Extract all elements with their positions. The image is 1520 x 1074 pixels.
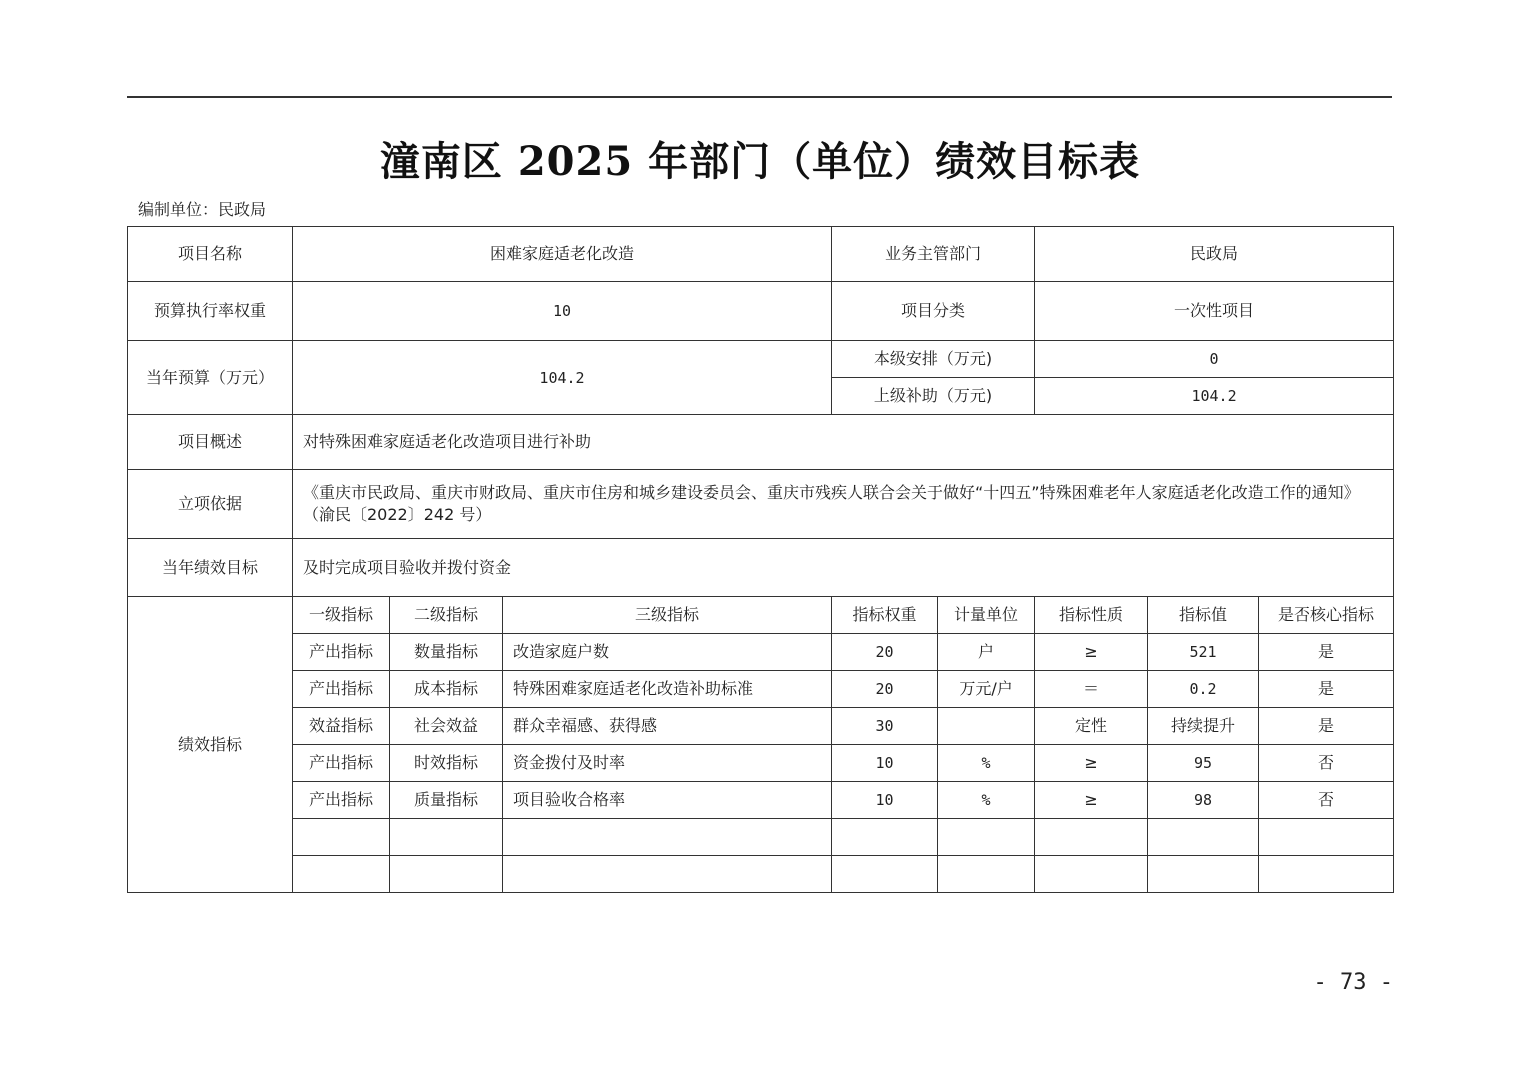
header-nature: 指标性质 bbox=[1035, 597, 1148, 634]
indicator-level2: 成本指标 bbox=[390, 671, 503, 708]
empty-cell bbox=[1148, 819, 1259, 856]
indicators-section-label: 绩效指标 bbox=[128, 597, 293, 893]
empty-indicator-row bbox=[128, 856, 1394, 893]
page-title: 潼南区 2025 年部门（单位）绩效目标表 bbox=[379, 138, 1141, 185]
row-weight bbox=[128, 282, 1394, 341]
indicator-level2: 数量指标 bbox=[390, 634, 503, 671]
indicator-core: 是 bbox=[1259, 708, 1394, 745]
dept-label: 业务主管部门 bbox=[832, 227, 1035, 282]
weight-label: 预算执行率权重 bbox=[128, 282, 293, 341]
dept-value: 民政局 bbox=[1035, 227, 1394, 282]
indicator-nature: ≥ bbox=[1035, 745, 1148, 782]
empty-cell bbox=[1148, 856, 1259, 893]
indicator-nature: 定性 bbox=[1035, 708, 1148, 745]
indicator-level1: 产出指标 bbox=[293, 782, 390, 819]
empty-cell bbox=[293, 819, 390, 856]
empty-cell bbox=[390, 819, 503, 856]
indicator-row bbox=[128, 782, 1394, 819]
indicator-level3: 群众幸福感、获得感 bbox=[503, 708, 832, 745]
indicator-row bbox=[128, 745, 1394, 782]
empty-cell bbox=[832, 819, 938, 856]
indicator-weight: 30 bbox=[832, 708, 938, 745]
indicator-row bbox=[128, 708, 1394, 745]
indicator-core: 否 bbox=[1259, 782, 1394, 819]
empty-cell bbox=[390, 856, 503, 893]
header-level1: 一级指标 bbox=[293, 597, 390, 634]
indicator-weight: 10 bbox=[832, 782, 938, 819]
org-label: 编制单位：民政局 bbox=[138, 200, 267, 219]
category-label: 项目分类 bbox=[832, 282, 1035, 341]
upper-value: 104.2 bbox=[1035, 378, 1394, 415]
project-name-label: 项目名称 bbox=[128, 227, 293, 282]
goal-label: 当年绩效目标 bbox=[128, 539, 293, 597]
indicator-level3: 资金拨付及时率 bbox=[503, 745, 832, 782]
indicator-level3: 特殊困难家庭适老化改造补助标准 bbox=[503, 671, 832, 708]
header-weight: 指标权重 bbox=[832, 597, 938, 634]
empty-indicator-row bbox=[128, 819, 1394, 856]
header-level2: 二级指标 bbox=[390, 597, 503, 634]
overview-value: 对特殊困难家庭适老化改造项目进行补助 bbox=[293, 415, 1394, 470]
indicator-weight: 10 bbox=[832, 745, 938, 782]
page-number: - 73 - bbox=[1313, 970, 1393, 995]
indicator-level3: 改造家庭户数 bbox=[503, 634, 832, 671]
category-value: 一次性项目 bbox=[1035, 282, 1394, 341]
empty-cell bbox=[1035, 819, 1148, 856]
row-basis bbox=[128, 470, 1394, 539]
indicator-unit: 户 bbox=[938, 634, 1035, 671]
indicator-row bbox=[128, 671, 1394, 708]
empty-cell bbox=[938, 856, 1035, 893]
row-overview bbox=[128, 415, 1394, 470]
indicator-level2: 时效指标 bbox=[390, 745, 503, 782]
row-goal bbox=[128, 539, 1394, 597]
empty-cell bbox=[1259, 819, 1394, 856]
weight-value: 10 bbox=[293, 282, 832, 341]
indicator-nature: ＝ bbox=[1035, 671, 1148, 708]
indicator-unit: % bbox=[938, 745, 1035, 782]
basis-label: 立项依据 bbox=[128, 470, 293, 539]
overview-label: 项目概述 bbox=[128, 415, 293, 470]
indicator-value: 98 bbox=[1148, 782, 1259, 819]
empty-cell bbox=[503, 819, 832, 856]
indicator-unit: 万元/户 bbox=[938, 671, 1035, 708]
indicator-level2: 质量指标 bbox=[390, 782, 503, 819]
indicator-weight: 20 bbox=[832, 634, 938, 671]
header-core: 是否核心指标 bbox=[1259, 597, 1394, 634]
indicator-row bbox=[128, 634, 1394, 671]
indicator-nature: ≥ bbox=[1035, 782, 1148, 819]
indicator-level1: 效益指标 bbox=[293, 708, 390, 745]
budget-value: 104.2 bbox=[293, 341, 832, 415]
goal-value: 及时完成项目验收并拨付资金 bbox=[293, 539, 1394, 597]
indicator-level1: 产出指标 bbox=[293, 745, 390, 782]
row-project-name bbox=[128, 227, 1394, 282]
header-unit: 计量单位 bbox=[938, 597, 1035, 634]
row-budget-local bbox=[128, 341, 1394, 378]
empty-cell bbox=[832, 856, 938, 893]
empty-cell bbox=[293, 856, 390, 893]
local-label: 本级安排（万元) bbox=[832, 341, 1035, 378]
header-level3: 三级指标 bbox=[503, 597, 832, 634]
indicator-level1: 产出指标 bbox=[293, 634, 390, 671]
basis-value: 《重庆市民政局、重庆市财政局、重庆市住房和城乡建设委员会、重庆市残疾人联合会关于做好“十四五”特殊困难老年人家庭适老化改造工作的通知》（渝民〔2022〕242 号） bbox=[293, 470, 1394, 539]
project-name-value: 困难家庭适老化改造 bbox=[293, 227, 832, 282]
indicator-value: 持续提升 bbox=[1148, 708, 1259, 745]
indicator-core: 是 bbox=[1259, 671, 1394, 708]
indicator-unit: % bbox=[938, 782, 1035, 819]
indicator-value: 521 bbox=[1148, 634, 1259, 671]
local-value: 0 bbox=[1035, 341, 1394, 378]
indicator-nature: ≥ bbox=[1035, 634, 1148, 671]
indicator-value: 95 bbox=[1148, 745, 1259, 782]
budget-label: 当年预算（万元） bbox=[128, 341, 293, 415]
empty-cell bbox=[503, 856, 832, 893]
performance-table bbox=[127, 226, 1394, 893]
indicator-core: 是 bbox=[1259, 634, 1394, 671]
indicator-level2: 社会效益 bbox=[390, 708, 503, 745]
empty-cell bbox=[1259, 856, 1394, 893]
upper-label: 上级补助（万元) bbox=[832, 378, 1035, 415]
indicator-level3: 项目验收合格率 bbox=[503, 782, 832, 819]
indicator-value: 0.2 bbox=[1148, 671, 1259, 708]
empty-cell bbox=[1035, 856, 1148, 893]
indicator-weight: 20 bbox=[832, 671, 938, 708]
indicator-header-row bbox=[128, 597, 1394, 634]
header-value: 指标值 bbox=[1148, 597, 1259, 634]
top-rule bbox=[127, 96, 1392, 98]
indicator-core: 否 bbox=[1259, 745, 1394, 782]
empty-cell bbox=[938, 819, 1035, 856]
indicator-unit bbox=[938, 708, 1035, 745]
indicator-level1: 产出指标 bbox=[293, 671, 390, 708]
